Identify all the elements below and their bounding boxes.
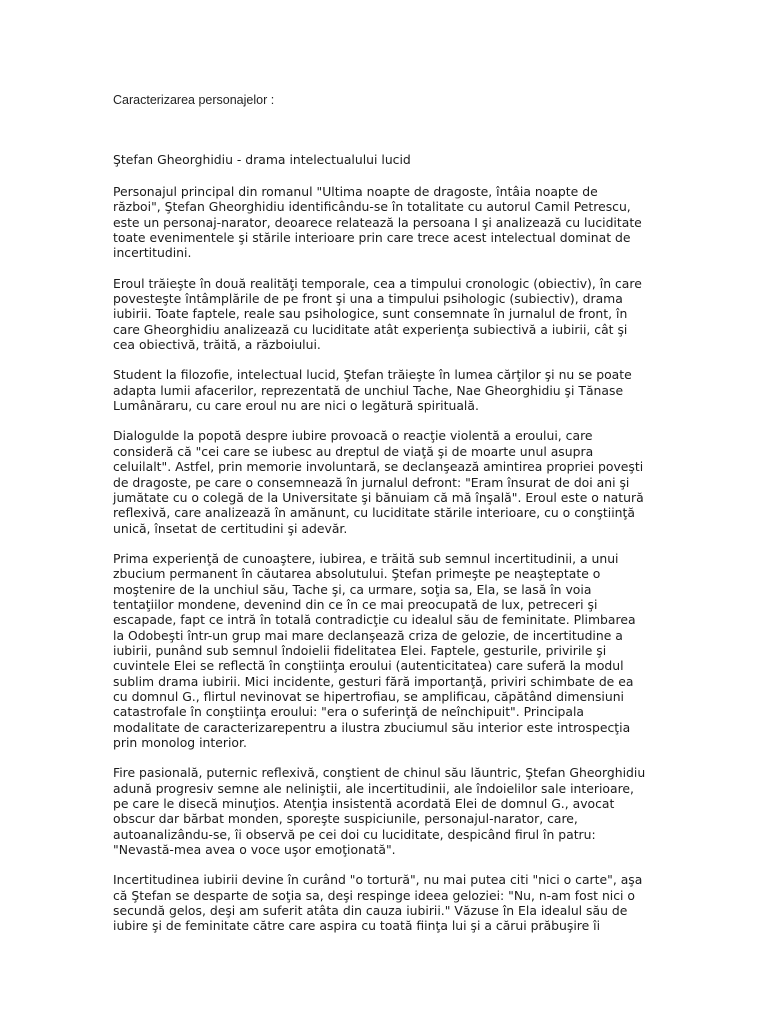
paragraph-2: Eroul trăieşte în două realităţi temporale, cea a timpului cronologic (obiectiv), în care povesteşte întâmplările de pe front şi una a timpului psihologic (subiectiv), drama iubirii. Toate faptele, reale sau psihologice, sunt consemnate în jurnalul de front, în care Gheorghidiu analizează cu luciditate atât experienţa subiectivă a iubirii, cât şi cea obiectivă, trăită, a războiului. xyxy=(113,275,642,353)
paragraph-6: Fire pasională, puternic reflexivă, conştient de chinul său lăuntric, Ştefan Gheorghidiu adună progresiv semne ale neliniştii, ale incertitudinii, ale îndoielilor sale interioare, pe care le disecă minuţios. Atenţia insistentă acordată Elei de domnul G., avocat obscur dar bărbat monden, sporeşte suspiciunile, personajul-narator, care, autoanalizându-se, îi observă pe cei doi cu luciditate, despicând firul în patru: "Nevastă-mea avea o voce uşor emoţionată". xyxy=(113,765,646,858)
document-heading: Caracterizarea personajelor : xyxy=(113,93,275,107)
paragraph-5: Prima experienţă de cunoaştere, iubirea, e trăită sub semnul incertitudinii, a unui zbucium permanent în căutarea absolutului. Ştefan primeşte pe neaşteptate o moştenire de la unchiul său, Tache şi, ca urmare, soţia sa, Ela, se lasă în voia tentaţiilor mondene, devenind din ce în ce mai preocupată de lux, petreceri şi escapade, fapt ce intră în totală contradicţie cu idealul său de feminitate. Plimbarea la Odobeşti într-un grup mai mare declanşează criza de gelozie, de incertitudine a iubirii, punând sub semnul îndoielii fidelitatea Elei. Faptele, gesturile, privirile şi cuvintele Elei se reflectă în conştiinţa eroului (autenticitatea) care suferă la modul sublim drama iubirii. Mici incidente, gesturi fără importanţă, priviri schimbate de ea cu domnul G., flirtul nevinovat se hipertrofiau, se amplificau, căpătând dimensiuni catastrofale în conştiinţa eroului: "era o suferinţă de neînchipuit". Principala modalitate de caracterizarepentru a ilustra zbuciumul său interior este introspecţia prin monolog interior. xyxy=(113,550,636,750)
paragraph-1: Personajul principal din romanul "Ultima noapte de dragoste, întâia noapte de război", Ştefan Gheorghidiu identificându-se în totalitate cu autorul Camil Petrescu, este un personaj-narator, deoarece relatează la persoana I şi analizează cu luciditate toate evenimentele şi stările interioare prin care trece acest intelectual dominat de incertitudini. xyxy=(113,184,642,261)
paragraph-3: Student la filozofie, intelectual lucid, Ştefan trăieşte în lumea cărţilor şi nu se poate adapta lumii afacerilor, reprezentată de unchiul Tache, Nae Gheorghidiu şi Tănase Lumânăraru, cu care eroul nu are nici o legătură spirituală. xyxy=(113,367,632,414)
paragraph-4: Dialogulde la popotă despre iubire provoacă o reacţie violentă a eroului, care consideră că "cei care se iubesc au dreptul de viaţă şi de moarte unul asupra celuilalt". Astfel, prin memorie involuntară, se declanşează amintirea propriei poveşti de dragoste, pe care o consemnează în jurnalul defront: "Eram însurat de doi ani şi jumătate cu o colegă de la Universitate şi bănuiam că mă înşală". Eroul este o natură reflexivă, care analizează în amănunt, cu luciditate stările interioare, cu o conştiinţă unică, însetat de certitudini şi adevăr. xyxy=(113,428,644,536)
document-body xyxy=(113,92,673,949)
paragraph-7: Incertitudinea iubirii devine în curând "o tortură", nu mai putea citi "nici o carte", aşa că Ştefan se desparte de soţia sa, deşi respinge ideea geloziei: "Nu, n-am fost nici o secundă gelos, deşi am suferit atâta din cauza iubirii." Văzuse în Ela idealul său de iubire şi de feminitate către care aspira cu toată fiinţa lui şi a cărui prăbuşire îi xyxy=(113,872,643,934)
section-title: Ştefan Gheorghidiu - drama intelectualului lucid xyxy=(113,152,411,167)
